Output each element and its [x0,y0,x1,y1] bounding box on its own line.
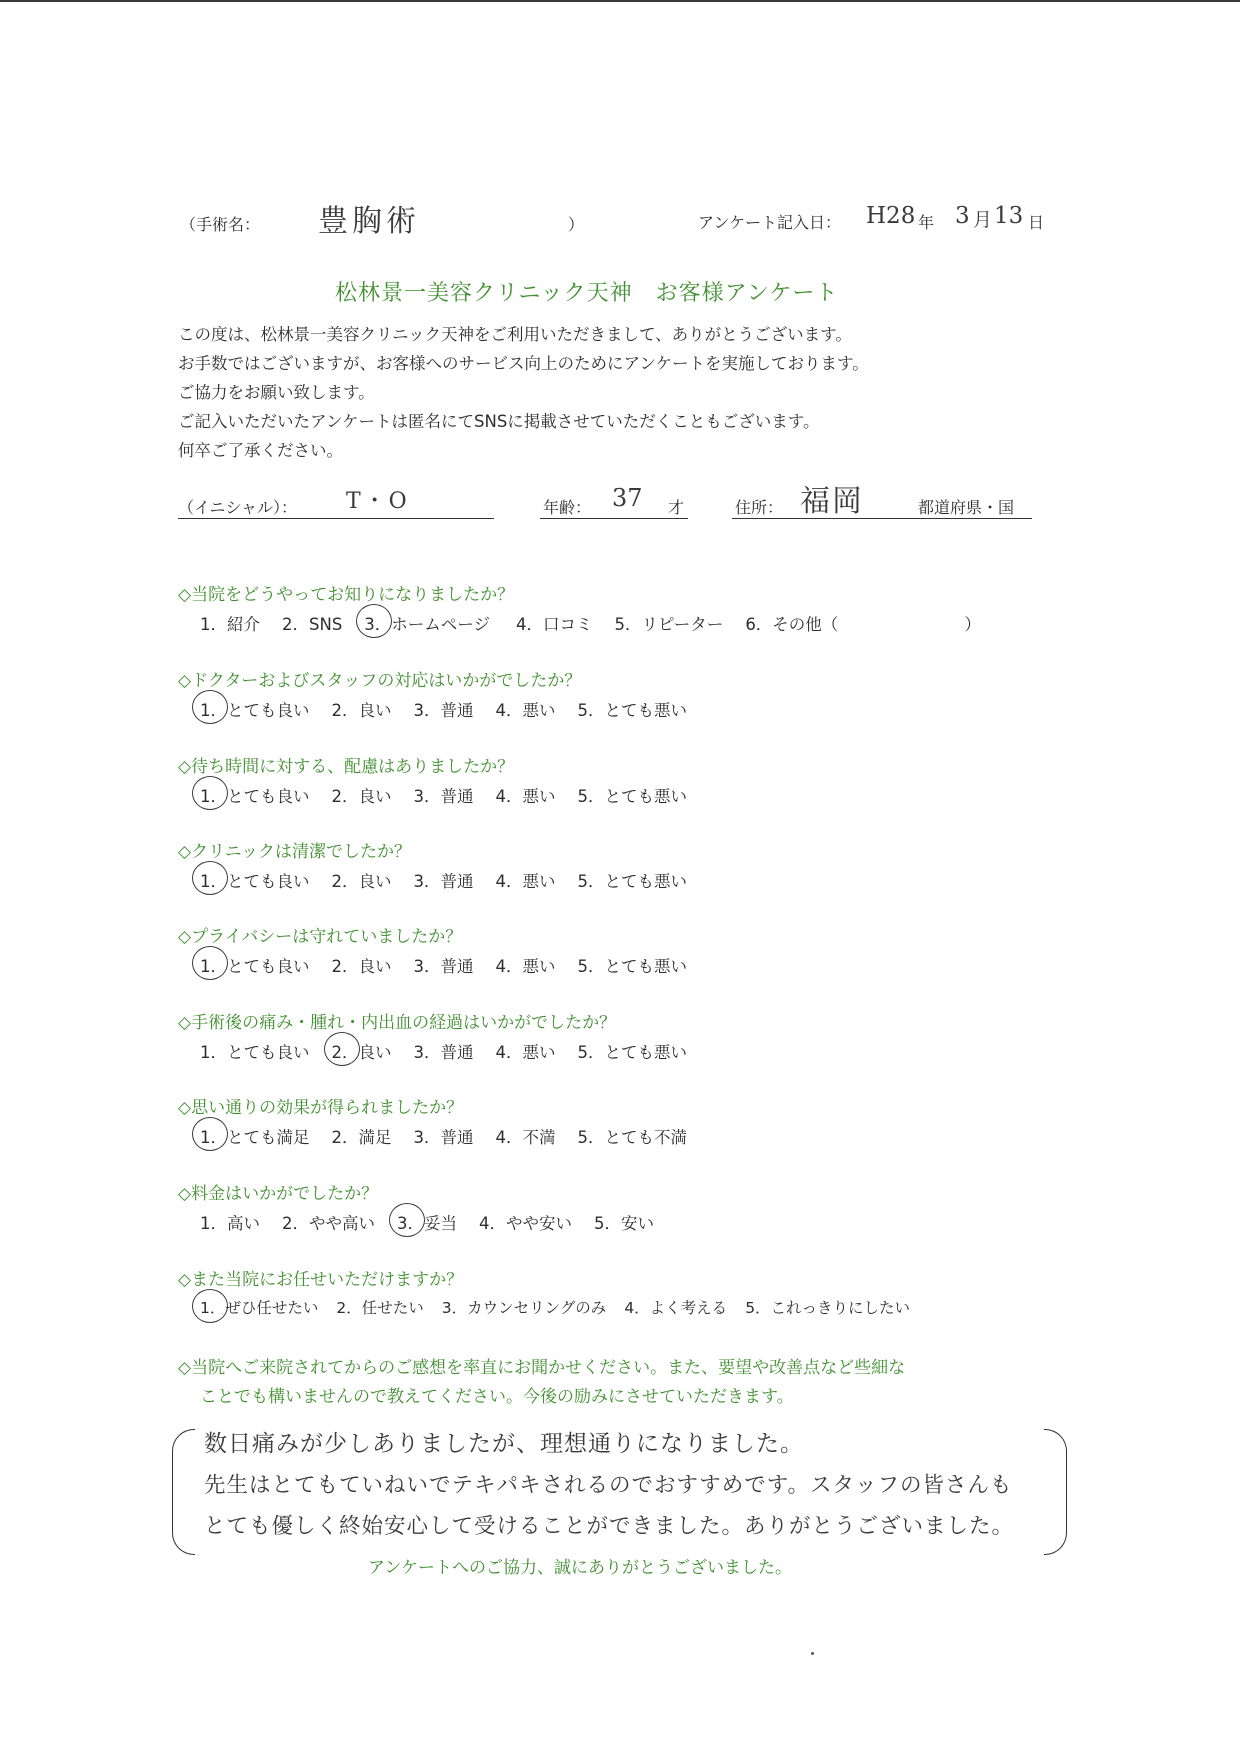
option[interactable]: 5．とても悪い [577,957,687,976]
intro-line: この度は、松林景一美容クリニック天神をご利用いただきまして、ありがとうございます。 [178,325,852,344]
month-unit: 月 [973,209,993,231]
option[interactable]: 4．不満 [495,1128,556,1147]
option[interactable]: 2．やや高い [282,1214,375,1233]
surgery-label: （手術名： [180,215,261,234]
intro-line: ご記入いただいたアンケートは匿名にてSNSに掲載させていただくこともございます。 [178,412,820,431]
option[interactable]: 5．リピーター [614,615,724,634]
scan-speck [811,1652,814,1655]
address-value: 福岡 [800,484,864,519]
question-6: ◇手術後の痛み・腫れ・内出血の経過はいかがでしたか？ [178,1013,617,1033]
option[interactable]: 5．とても悪い [577,787,687,806]
option[interactable]: 2．良い [331,701,392,720]
option-selected[interactable]: 1．とても良い [200,783,310,807]
option-selected[interactable]: 3．妥当 [397,1210,457,1234]
question-5-options [200,953,709,977]
option[interactable]: 4．よく考える [624,1299,728,1317]
option[interactable]: 4．悪い [495,872,556,891]
question-2-options [200,697,709,721]
question-6-options [200,1039,709,1063]
option[interactable]: 5．とても悪い [577,1043,687,1062]
option[interactable]: 3．普通 [413,1128,474,1147]
age-label: 年齢： [543,498,592,517]
initial-label: （イニシャル）： [178,498,298,517]
option-selected[interactable]: 1．ぜひ任せたい [200,1296,318,1318]
comment-line-1: 数日痛みが少しありましたが、理想通りになりました。 [204,1431,804,1457]
initial-value: T・O [346,489,410,514]
option[interactable]: 5．とても不満 [577,1128,687,1147]
question-4: ◇クリニックは清潔でしたか？ [178,842,412,862]
intro-line: お手数ではございますが、お客様へのサービス向上のためにアンケートを実施しております。 [178,354,869,373]
date-label: アンケート記入日： [698,213,842,232]
option[interactable]: 6．その他（ [745,615,839,634]
question-3: ◇待ち時間に対する、配慮はありましたか？ [178,757,515,777]
option-selected[interactable]: 2．良い [332,1039,392,1063]
question-4-options [200,868,709,892]
option[interactable]: 4．悪い [495,957,556,976]
option[interactable]: 4．悪い [495,1043,556,1062]
comment-line-2: 先生はとてもていねいでテキパキされるのでおすすめです。スタッフの皆さんも [204,1473,1013,1498]
option[interactable]: 3．普通 [413,1043,474,1062]
comment-line-3: とても優しく終始安心して受けることができました。ありがとうございました。 [204,1514,1015,1539]
question-7-options [200,1124,709,1148]
option-selected[interactable]: 1．とても良い [200,868,310,892]
option[interactable]: 4．悪い [495,701,556,720]
option[interactable]: 2．満足 [331,1128,392,1147]
question-3-options [200,783,709,807]
option-selected[interactable]: 3．ホームページ [364,611,490,635]
option[interactable]: 2．良い [331,787,392,806]
address-unit: 都道府県・国 [918,498,1015,517]
option[interactable]: 5．これっきりにしたい [745,1299,911,1317]
surgery-value: 豊胸術 [318,204,420,239]
question-7: ◇思い通りの効果が得られましたか？ [178,1098,464,1118]
option-selected[interactable]: 1．とても良い [200,953,310,977]
option-selected[interactable]: 1．とても良い [200,697,310,721]
option[interactable]: 2．良い [331,872,392,891]
option[interactable]: 1．高い [200,1214,260,1233]
question-8: ◇料金はいかがでしたか？ [178,1184,379,1204]
question-5: ◇プライバシーは守れていましたか？ [178,927,463,947]
option[interactable]: 4．悪い [495,787,556,806]
intro-text [178,320,869,465]
impression-prompt-line-2: ことでも構いませんので教えてください。今後の励みにさせていただきます。 [200,1387,794,1407]
comment-bracket-left [172,1429,195,1555]
option[interactable]: 3．普通 [413,957,474,976]
footer-thanks: アンケートへのご協力、誠にありがとうございました。 [368,1558,792,1578]
impression-prompt-line-1: ◇当院へご来院されてからのご感想を率直にお聞かせください。また、要望や改善点など些細な [178,1358,906,1378]
option[interactable]: 5．とても悪い [577,701,687,720]
scan-edge [0,0,1240,2]
option[interactable]: 1．紹介 [200,615,260,634]
day-unit: 日 [1028,213,1045,232]
age-unit: 才 [668,498,685,517]
address-label: 住所： [735,498,784,517]
age-underline [540,518,688,519]
option-close: ） [964,615,981,634]
address-underline [732,518,1032,519]
comment-bracket-right [1044,1429,1067,1555]
question-2: ◇ドクターおよびスタッフの対応はいかがでしたか？ [178,671,582,691]
option[interactable]: 2．任せたい [336,1299,424,1317]
option[interactable]: 3．カウンセリングのみ [441,1299,607,1317]
option[interactable]: 3．普通 [413,787,474,806]
option[interactable]: 1．とても良い [200,1043,310,1062]
option[interactable]: 4．やや安い [479,1214,572,1233]
page-title: 松林景一美容クリニック天神 お客様アンケート [335,281,839,306]
option[interactable]: 5．とても悪い [577,872,687,891]
question-8-options [200,1210,676,1234]
question-9: ◇また当院にお任せいただけますか？ [178,1270,464,1290]
year-unit: 年 [918,213,935,232]
intro-line: 何卒ご了承ください。 [178,441,343,460]
option-selected[interactable]: 1．とても満足 [200,1124,310,1148]
option[interactable]: 5．安い [594,1214,654,1233]
question-1: ◇当院をどうやってお知りになりましたか？ [178,585,515,605]
option[interactable]: 2．SNS [282,615,343,634]
option[interactable]: 3．普通 [413,872,474,891]
initial-underline [178,518,494,519]
intro-line: ご協力をお願い致します。 [178,383,375,402]
age-value: 37 [612,484,643,512]
surgery-close: ） [568,215,585,234]
question-9-options [200,1296,910,1318]
date-month: 3 [955,203,970,229]
option[interactable]: 3．普通 [413,701,474,720]
date-day: 13 [994,203,1024,229]
option[interactable]: 2．良い [331,957,392,976]
date-year: H28 [866,203,916,229]
option[interactable]: 4．口コミ [515,615,593,634]
question-1-options [200,611,1003,635]
